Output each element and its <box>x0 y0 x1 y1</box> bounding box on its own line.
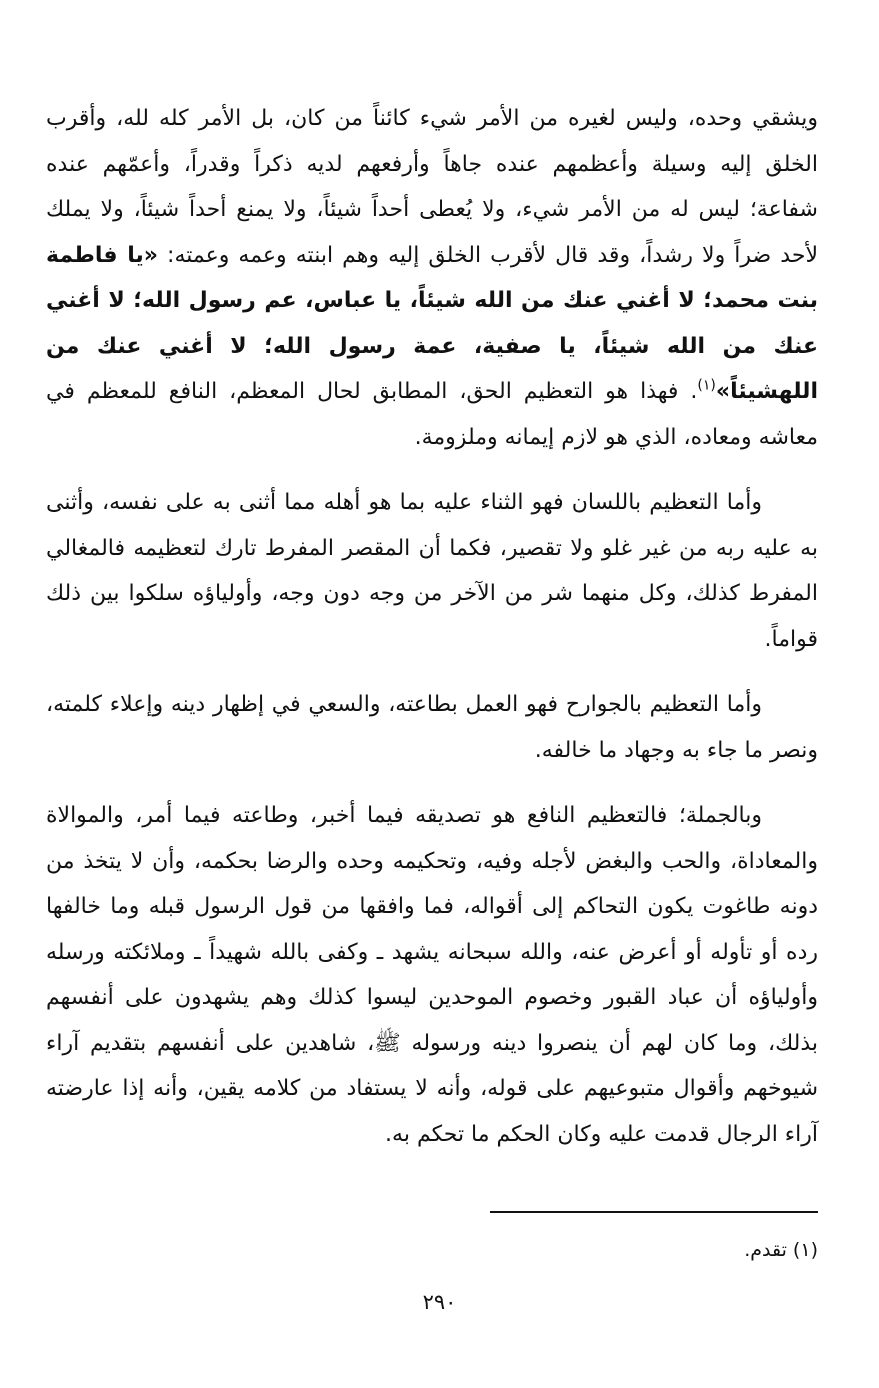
paragraph-2: وأما التعظيم باللسان فهو الثناء عليه بما هو أهله مما أثنى به على نفسه، وأثنى به عليه ربه من غير غلو ولا تقصير، فكما أن المقصر المفرط تارك لتعظيمه فالمغالي المفرط كذلك، وكل منهما شر من الآخر من وجه دون وجه، وأولياؤه سلكوا بين ذلك قواماً. <box>46 490 818 652</box>
paragraph-4: وبالجملة؛ فالتعظيم النافع هو تصديقه فيما أخبر، وطاعته فيما أمر، والموالاة والمعاداة، والحب والبغض لأجله وفيه، وتحكيمه وحده والرضا بحكمه، وأن لا يتخذ من دونه طاغوت يكون التحاكم إلى أقواله، فما وافقها من قول الرسول قبله وما خالفها رده أو تأوله أو أعرض عنه، والله سبحانه يشهد ـ وكفى بالله شهيداً ـ وملائكته ورسله وأولياؤه أن عباد القبور وخصوم الموحدين ليسوا كذلك وهم يشهدون على أنفسهم بذلك، وما كان لهم أن ينصروا دينه ورسوله ﷺ، شاهدين على أنفسهم بتقديم آراء شيوخهم وأقوال متبوعيهم على قوله، وأنه لا يستفاد من كلامه يقين، وأنه إذا عارضته آراء الرجال قدمت عليه وكان الحكم ما تحكم به. <box>46 803 818 1147</box>
footnote: (١) تقدم. <box>744 1239 818 1261</box>
paragraph-3: وأما التعظيم بالجوارح فهو العمل بطاعته، والسعي في إظهار دينه وإعلاء كلمته، ونصر ما جاء به وجهاد ما خالفه. <box>46 692 818 763</box>
footnote-marker: (١) <box>697 377 716 394</box>
footnote-divider <box>490 1211 818 1213</box>
hadith-quote: «يا فاطمة بنت محمد؛ لا أغني عنك من الله شيئاً، يا عباس، عم رسول الله؛ لا أغني عنك من الله شيئاً، يا صفية، عمة رسول الله؛ لا أغني عنك من اللهشيئاً» <box>46 242 818 404</box>
paragraph-1-text: ويشقي وحده، وليس لغيره من الأمر شيء كائناً من كان، بل الأمر كله لله، وأقرب الخلق إليه وسيلة وأعظمهم عنده جاهاً وأرفعهم لديه ذكراً وقدراً، وأعمّهم عنده شفاعة؛ ليس له من الأمر شيء، ولا يُعطى أحداً شيئاً، ولا يمنع أحداً شيئاً، ولا يملك لأحد ضراً ولا رشداً، وقد قال لأقرب الخلق إليه وهم ابنته وعمه وعمته: <box>46 106 818 268</box>
paragraph-1 <box>46 96 818 460</box>
paragraph-1-continuation: . فهذا هو التعظيم الحق، المطابق لحال المعظم، النافع للمعظم في معاشه ومعاده، الذي هو لازم إيمانه وملزومة. <box>46 379 818 450</box>
page-number: ٢٩٠ <box>422 1290 457 1314</box>
page-body <box>46 96 818 1157</box>
